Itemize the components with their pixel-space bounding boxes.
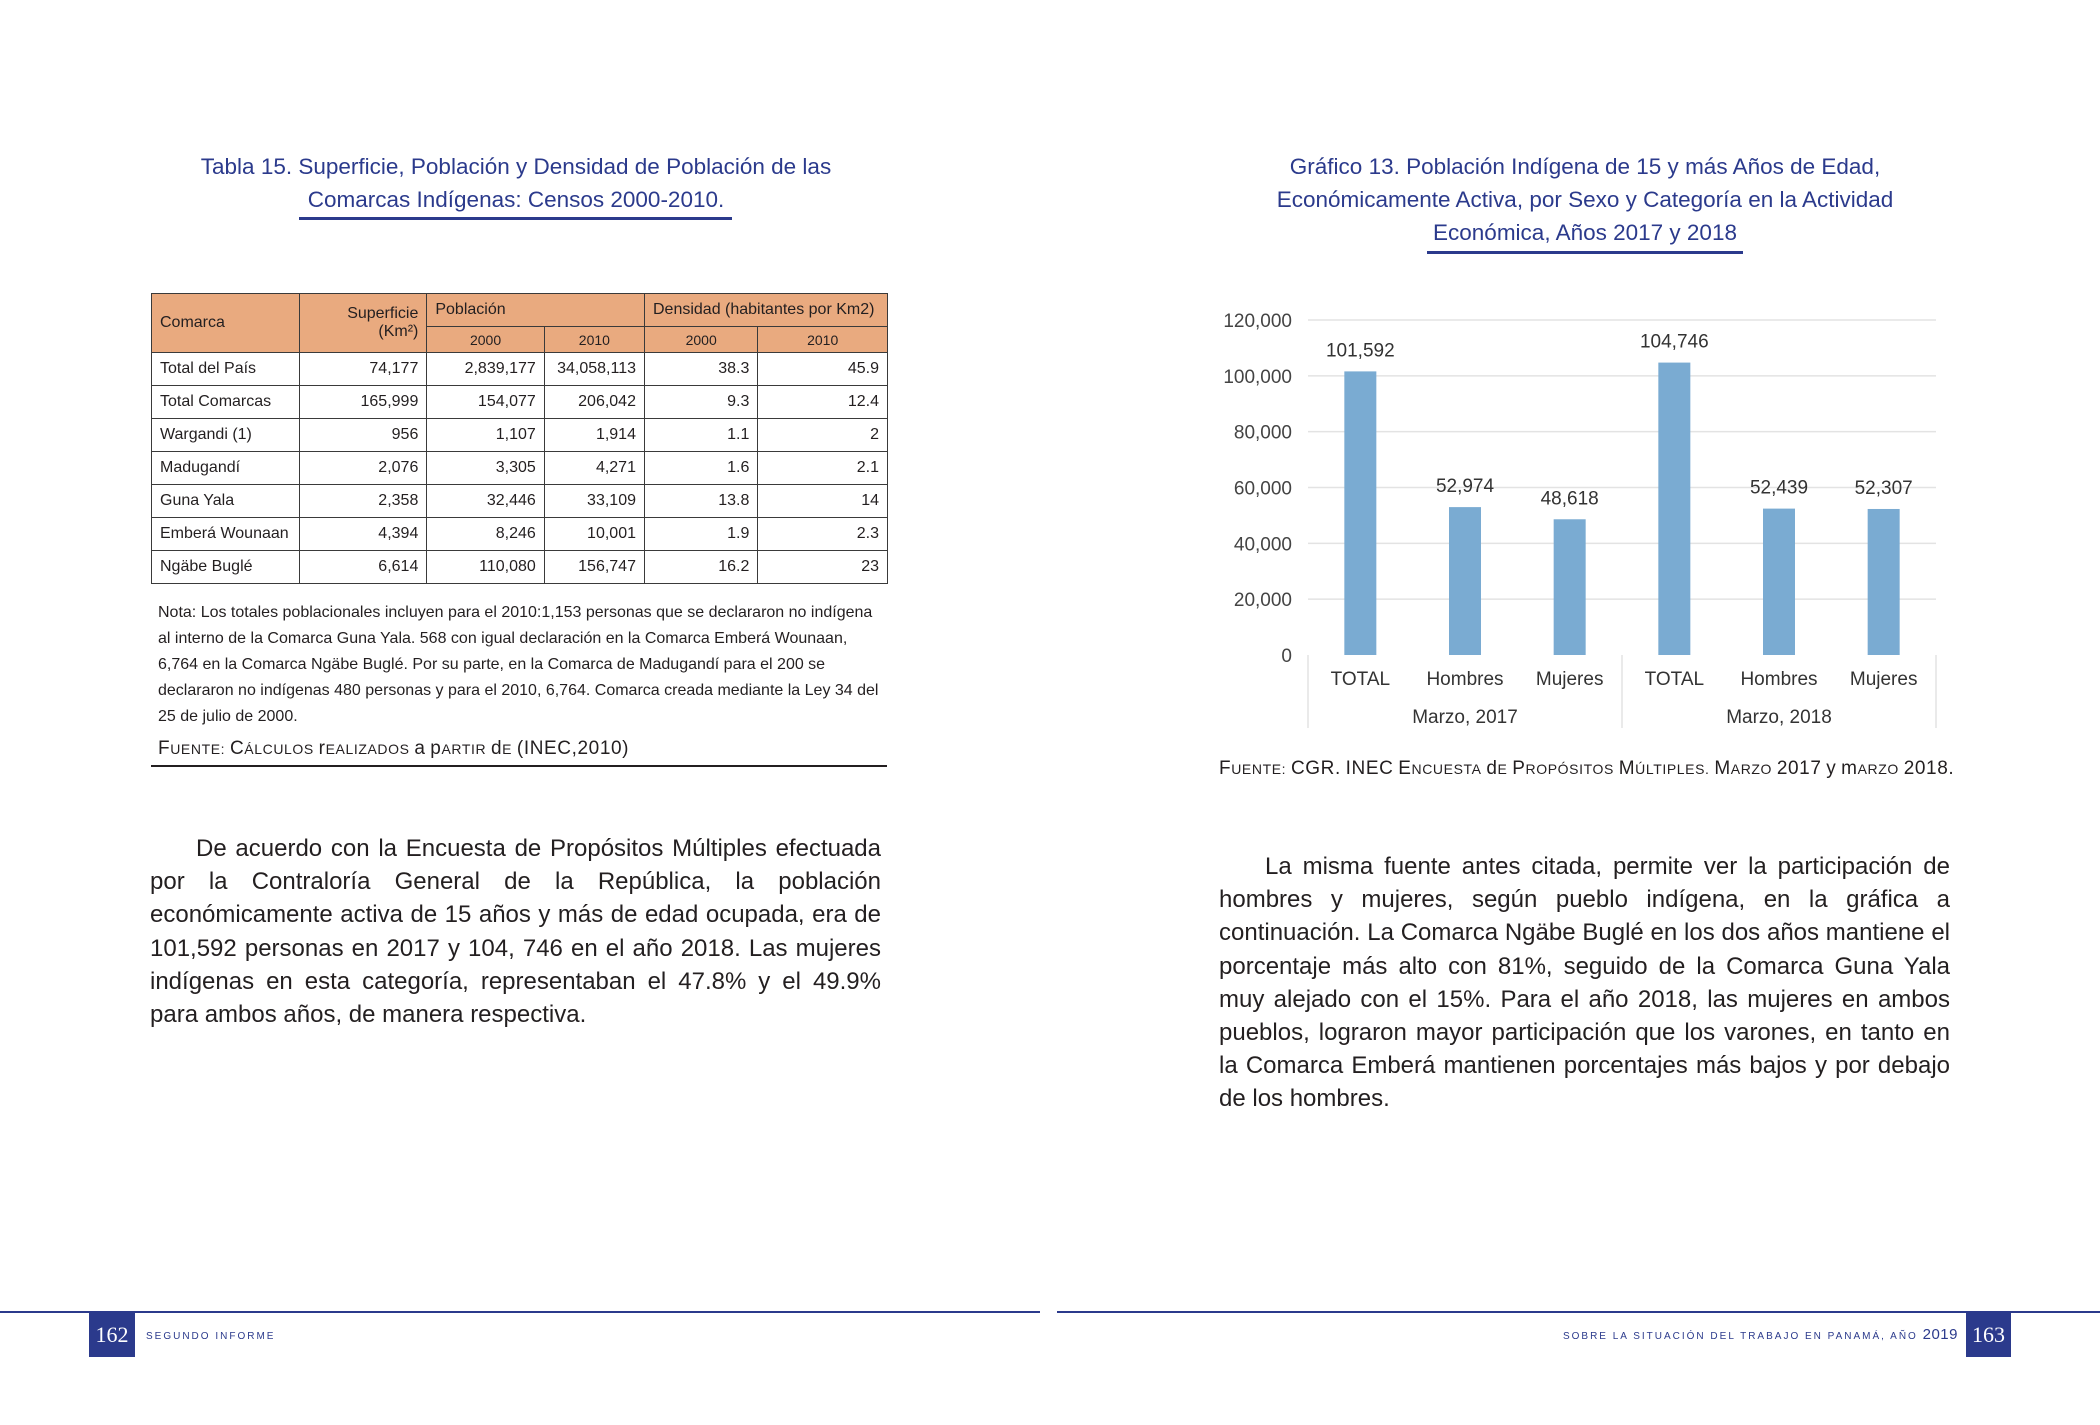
cell-densidad-2000: 1.9	[644, 518, 757, 551]
cell-densidad-2010: 2.3	[758, 518, 888, 551]
cell-densidad-2000: 1.1	[644, 419, 757, 452]
data-label: 101,592	[1325, 340, 1395, 362]
x-tick-label: Hombres	[1740, 669, 1818, 690]
cell-name: Madugandí	[152, 452, 300, 485]
subheader-poblacion-2000: 2000	[427, 327, 544, 353]
x-tick-label: TOTAL	[1644, 669, 1705, 690]
col-header-superficie: Superficie (Km²)	[299, 294, 427, 353]
x-tick-label: Mujeres	[1535, 669, 1604, 690]
table-source-rule	[151, 765, 887, 767]
cell-superficie: 165,999	[299, 386, 427, 419]
chart-title-line1: Gráfico 13. Población Indígena de 15 y más Años de Edad,	[1289, 154, 1881, 179]
cell-poblacion-2010: 33,109	[544, 485, 644, 518]
left-body-text	[150, 832, 881, 1031]
cell-name: Emberá Wounaan	[152, 518, 300, 551]
footer-rule-right	[1057, 1311, 2100, 1313]
footer-rule-left	[0, 1311, 1040, 1313]
y-tick-label: 40,000	[1233, 534, 1292, 556]
left-paragraph: De acuerdo con la Encuesta de Propósitos Múltiples efectuada por la Contraloría General de la República, la población económicamente activa de 15 años y más de edad ocupada, era de 101,592 personas en 2017 y 104, 746 en el año 2018. Las mujeres indígenas en esta categoría, representaban el 47.8% y el 49.9% para ambos años, de manera respectiva.	[150, 835, 881, 1029]
cell-densidad-2000: 13.8	[644, 485, 757, 518]
cell-poblacion-2000: 8,246	[427, 518, 544, 551]
table-note: Nota: Los totales poblacionales incluyen para el 2010:1,153 personas que se declararon no indígena al interno de la Comarca Guna Yala. 568 con igual declaración en la Comarca Emberá Wounaan, 6,764 en la Comarca Ngäbe Buglé. Por su parte, en la Comarca de Madugandí para el 200 se declararon no indígenas 480 personas y para el 2010, 6,764. Comarca creada mediante la Ley 34 del 25 de julio de 2000.	[158, 604, 879, 725]
cell-densidad-2010: 2.1	[758, 452, 888, 485]
y-tick-label: 120,000	[1223, 311, 1292, 332]
right-paragraph: La misma fuente antes citada, permite ver la participación de hombres y mujeres, según pueblo indígena, en la gráfica a continuación. La Comarca Ngäbe Buglé en los dos años mantiene el porcentaje más alto con 81%, seguido de la Comarca Guna Yala muy alejado con el 15%. Para el año 2018, las mujeres en ambos pueblos, lograron mayor participación que los varones, en tanto en la Comarca Emberá mantienen porcentajes más bajos y por debajo de los hombres.	[1219, 853, 1950, 1113]
cell-poblacion-2000: 1,107	[427, 419, 544, 452]
table-row	[152, 518, 888, 551]
table-title-line2: Comarcas Indígenas: Censos 2000-2010.	[307, 187, 725, 212]
table-row	[152, 353, 888, 386]
data-label: 52,307	[1854, 477, 1913, 499]
chart-title-line3: Económica, Años 2017 y 2018	[1433, 220, 1737, 245]
y-axis-ticks	[1223, 311, 1292, 667]
table-row	[152, 419, 888, 452]
cell-name: Guna Yala	[152, 485, 300, 518]
bar-chart	[1200, 295, 1950, 735]
cell-densidad-2010: 45.9	[758, 353, 888, 386]
chart-title-underline	[1427, 251, 1743, 254]
col-header-densidad: Densidad (habitantes por Km2)	[644, 294, 887, 327]
bar	[1868, 509, 1900, 655]
footer-running-title-left: SEGUNDO INFORME	[146, 1331, 276, 1342]
cell-superficie: 6,614	[299, 551, 427, 584]
table-title-line1: Tabla 15. Superficie, Población y Densidad de Población de las	[200, 154, 832, 179]
bar	[1554, 519, 1586, 655]
col-header-comarca: Comarca	[152, 294, 300, 353]
cell-poblacion-2010: 1,914	[544, 419, 644, 452]
bar	[1344, 371, 1376, 655]
table-title-underline	[299, 217, 732, 220]
x-tick-label: TOTAL	[1330, 669, 1391, 690]
page-number-right: 163	[1966, 1312, 2011, 1357]
subheader-densidad-2000: 2000	[644, 327, 757, 353]
chart-title	[1220, 150, 1950, 249]
cell-poblacion-2010: 156,747	[544, 551, 644, 584]
cell-poblacion-2010: 34,058,113	[544, 353, 644, 386]
cell-densidad-2010: 14	[758, 485, 888, 518]
cell-superficie: 4,394	[299, 518, 427, 551]
data-label: 104,746	[1639, 331, 1709, 353]
footer-running-title-right	[1563, 1326, 1958, 1343]
cell-densidad-2010: 23	[758, 551, 888, 584]
y-tick-label: 60,000	[1233, 478, 1292, 500]
x-group-label: Marzo, 2018	[1726, 707, 1832, 728]
table-row	[152, 485, 888, 518]
data-labels	[1326, 332, 1913, 510]
table-source: FUENTE: CÁLCULOS rEALIZADOS a pARTIR dE (INEC,2010)	[158, 738, 630, 759]
y-tick-label: 0	[1281, 646, 1292, 667]
footer-right-year: 2019	[1922, 1326, 1958, 1343]
gridlines	[1308, 320, 1936, 599]
y-tick-label: 100,000	[1223, 366, 1292, 388]
cell-superficie: 2,076	[299, 452, 427, 485]
cell-poblacion-2000: 154,077	[427, 386, 544, 419]
bar	[1763, 509, 1795, 655]
subheader-poblacion-2010: 2010	[544, 327, 644, 353]
comarcas-table	[151, 293, 888, 584]
x-group-label: Marzo, 2017	[1412, 707, 1518, 728]
cell-name: Total del País	[152, 353, 300, 386]
y-tick-label: 80,000	[1233, 422, 1292, 444]
x-axis	[1308, 655, 1936, 728]
subheader-densidad-2010: 2010	[758, 327, 888, 353]
table-header-row	[152, 294, 888, 327]
table-title	[150, 150, 882, 216]
cell-densidad-2000: 38.3	[644, 353, 757, 386]
footer-right-prefix: SOBRE LA SITUACIÓN DEL TRABAJO EN PANAMÁ, AÑO	[1562, 1331, 1923, 1342]
cell-densidad-2000: 1.6	[644, 452, 757, 485]
data-label: 52,974	[1435, 476, 1495, 498]
cell-superficie: 2,358	[299, 485, 427, 518]
x-tick-label: Hombres	[1426, 669, 1504, 690]
cell-superficie: 74,177	[299, 353, 427, 386]
cell-poblacion-2010: 10,001	[544, 518, 644, 551]
col-header-poblacion: Población	[427, 294, 645, 327]
cell-name: Wargandi (1)	[152, 419, 300, 452]
cell-poblacion-2010: 206,042	[544, 386, 644, 419]
page-number-left: 162	[89, 1312, 135, 1357]
cell-superficie: 956	[299, 419, 427, 452]
cell-poblacion-2000: 32,446	[427, 485, 544, 518]
cell-poblacion-2000: 2,839,177	[427, 353, 544, 386]
cell-densidad-2010: 12.4	[758, 386, 888, 419]
cell-poblacion-2000: 3,305	[427, 452, 544, 485]
table-row	[152, 452, 888, 485]
y-tick-label: 20,000	[1233, 590, 1292, 612]
x-tick-label: Mujeres	[1849, 669, 1918, 690]
table-row	[152, 386, 888, 419]
data-label: 48,618	[1540, 488, 1599, 510]
chart-source: FUENTE: CGR. INEC ENCUESTA dE PROPÓSITOS MÚLTIPLES. MARZO 2017 y mARZO 2018.	[1219, 758, 1955, 779]
data-label: 52,439	[1749, 477, 1809, 499]
cell-name: Total Comarcas	[152, 386, 300, 419]
cell-densidad-2000: 16.2	[644, 551, 757, 584]
table-row	[152, 551, 888, 584]
cell-densidad-2000: 9.3	[644, 386, 757, 419]
cell-poblacion-2000: 110,080	[427, 551, 544, 584]
right-body-text	[1219, 850, 1950, 1116]
bars	[1344, 363, 1899, 655]
bar	[1449, 507, 1481, 655]
cell-name: Ngäbe Buglé	[152, 551, 300, 584]
bar	[1658, 363, 1690, 655]
chart-title-line2: Económicamente Activa, por Sexo y Categoría en la Actividad	[1276, 187, 1894, 212]
cell-poblacion-2010: 4,271	[544, 452, 644, 485]
cell-densidad-2010: 2	[758, 419, 888, 452]
